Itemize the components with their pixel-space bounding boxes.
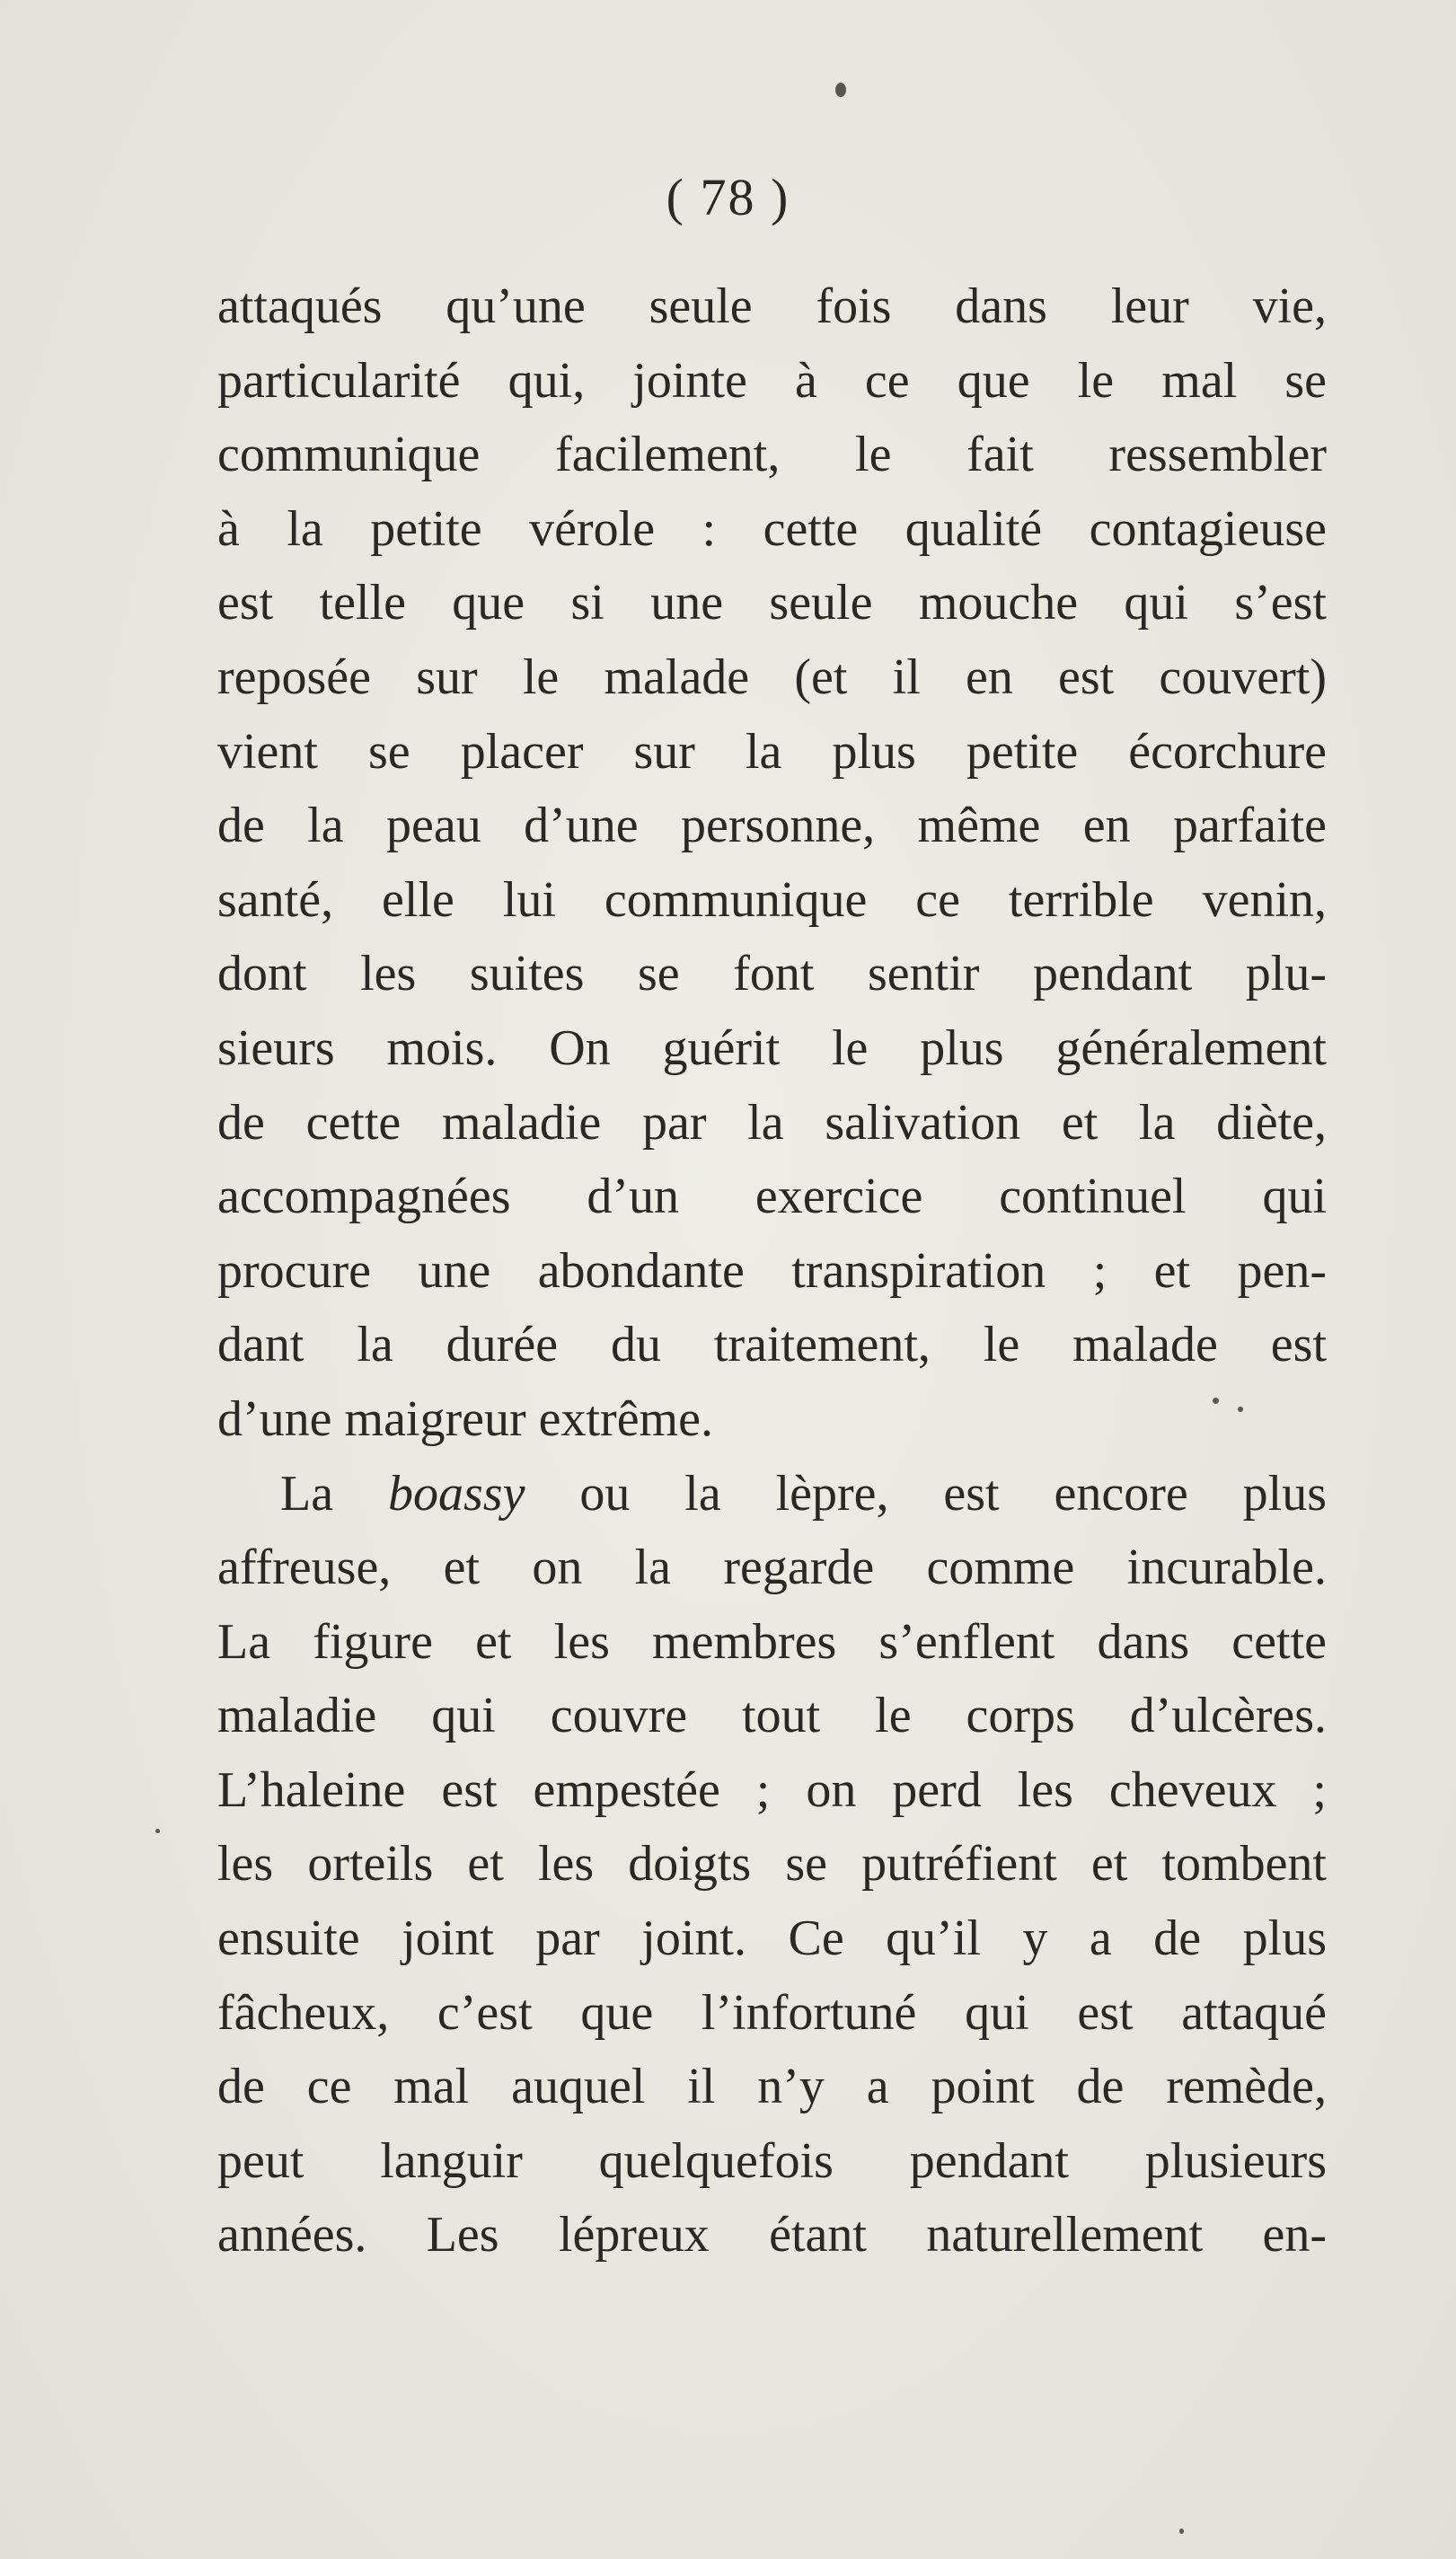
body-text xyxy=(217,269,1327,2272)
text-line: communique facilement, le fait ressembler xyxy=(217,427,1327,483)
text-line: de la peau d’une personne, même en parfaite xyxy=(217,798,1327,854)
text-line: attaqués qu’une seule fois dans leur vie, xyxy=(217,278,1327,334)
text-line: vient se placer sur la plus petite écorchure xyxy=(217,723,1327,780)
text-fragment: ou la lèpre, est encore plus xyxy=(525,1465,1328,1522)
text-line: La figure et les membres s’enflent dans cette xyxy=(217,1613,1327,1670)
italic-term: boassy xyxy=(387,1465,525,1522)
text-line: particularité qui, jointe à ce que le mal se xyxy=(217,352,1327,409)
text-line: fâcheux, c’est que l’infortuné qui est attaqué xyxy=(217,1984,1327,2041)
text-line: de cette maladie par la salivation et la diète, xyxy=(217,1094,1327,1151)
text-line: années. Les lépreux étant naturellement en- xyxy=(217,2207,1327,2263)
text-fragment: La xyxy=(280,1465,388,1522)
text-line: L’haleine est empestée ; on perd les cheveux ; xyxy=(217,1761,1327,1818)
text-line: reposée sur le malade (et il en est couvert) xyxy=(217,649,1327,705)
ink-speck xyxy=(1179,2528,1184,2534)
page-number: ( 78 ) xyxy=(666,168,790,226)
text-line: dont les suites se font sentir pendant plu- xyxy=(217,946,1327,1002)
ink-speck xyxy=(155,1829,160,1833)
text-line: est telle que si une seule mouche qui s’est xyxy=(217,575,1327,631)
text-line: d’une maigreur extrême. xyxy=(217,1390,713,1447)
text-line: affreuse, et on la regarde comme incurable. xyxy=(217,1540,1327,1596)
text-line: de ce mal auquel il n’y a point de remède, xyxy=(217,2059,1327,2115)
text-line: les orteils et les doigts se putréfient et tombent xyxy=(217,1836,1327,1893)
text-line: dant la durée du traitement, le malade est xyxy=(217,1317,1327,1373)
text-line: maladie qui couvre tout le corps d’ulcères. xyxy=(217,1688,1327,1744)
text-line: accompagnées d’un exercice continuel qui xyxy=(217,1169,1327,1225)
text-line: santé, elle lui communique ce terrible venin, xyxy=(217,871,1327,928)
text-line: à la petite vérole : cette qualité contagieuse xyxy=(217,500,1327,557)
text-line: sieurs mois. On guérit le plus généralement xyxy=(217,1019,1327,1076)
ink-speck xyxy=(835,83,846,97)
text-line: peut languir quelquefois pendant plusieurs xyxy=(217,2132,1327,2189)
text-line: ensuite joint par joint. Ce qu’il y a de plus xyxy=(217,1910,1327,1967)
text-line: procure une abondante transpiration ; et pen- xyxy=(217,1242,1327,1299)
text-line-paragraph-start xyxy=(217,1457,1327,1531)
